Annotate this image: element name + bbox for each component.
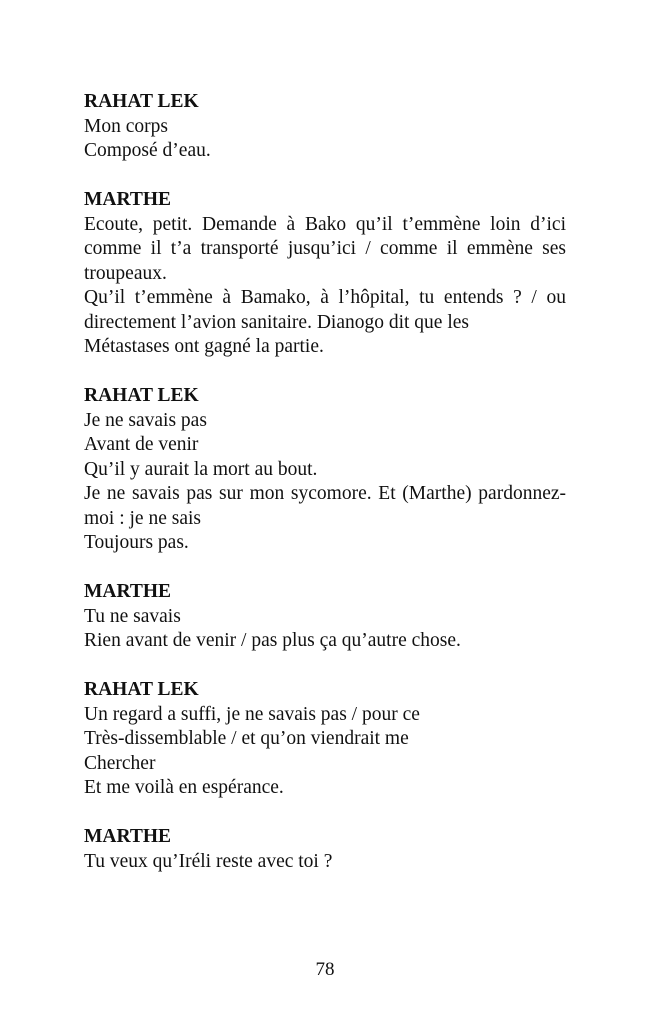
dialogue-line: Mon corps — [84, 115, 168, 137]
dialogue-block — [84, 90, 566, 164]
speaker-name: RAHAT LEK — [84, 385, 199, 406]
dialogue-line: Et me voilà en espérance. — [84, 777, 284, 798]
dialogue-line: Chercher — [84, 752, 156, 774]
speaker-name: MARTHE — [84, 826, 172, 847]
dialogue-line: Toujours pas. — [84, 532, 189, 553]
dialogue-line: Tu veux qu’Iréli reste avec toi ? — [84, 850, 333, 872]
page-number: 78 — [315, 959, 335, 980]
dialogue-line: Je ne savais pas sur mon sycomore. Et (Marthe) pardonnez-moi : je ne sais — [84, 483, 566, 529]
dialogue-line: Avant de venir — [84, 434, 199, 455]
dialogue-block — [84, 384, 566, 556]
dialogue-block — [84, 678, 566, 801]
speaker-name: RAHAT LEK — [84, 91, 199, 112]
dialogue-line: Je ne savais pas — [84, 409, 207, 431]
speaker-name: RAHAT LEK — [84, 679, 199, 700]
dialogue-line: Très-dissemblable / et qu’on viendrait me — [84, 728, 409, 749]
dialogue-block — [84, 580, 566, 654]
dialogue-line: Qu’il y aurait la mort au bout. — [84, 458, 318, 480]
dialogue-line: Ecoute, petit. Demande à Bako qu’il t’emmène loin d’ici comme il t’a transporté jusqu’ici / comme il emmène ses troupeaux. — [84, 213, 566, 284]
dialogue-line: Composé d’eau. — [84, 140, 211, 161]
dialogue-line: Métastases ont gagné la partie. — [84, 336, 324, 357]
dialogue-line: Qu’il t’emmène à Bamako, à l’hôpital, tu entends ? / ou directement l’avion sanitaire. Dianogo dit que les — [84, 287, 566, 333]
dialogue-line: Rien avant de venir / pas plus ça qu’autre chose. — [84, 630, 461, 651]
dialogue-line: Tu ne savais — [84, 605, 181, 627]
dialogue-block — [84, 825, 566, 874]
speaker-name: MARTHE — [84, 189, 172, 210]
dialogue-line: Un regard a suffi, je ne savais pas / pour ce — [84, 703, 420, 725]
speaker-name: MARTHE — [84, 581, 172, 602]
dialogue-block — [84, 188, 566, 360]
play-text — [84, 90, 566, 899]
